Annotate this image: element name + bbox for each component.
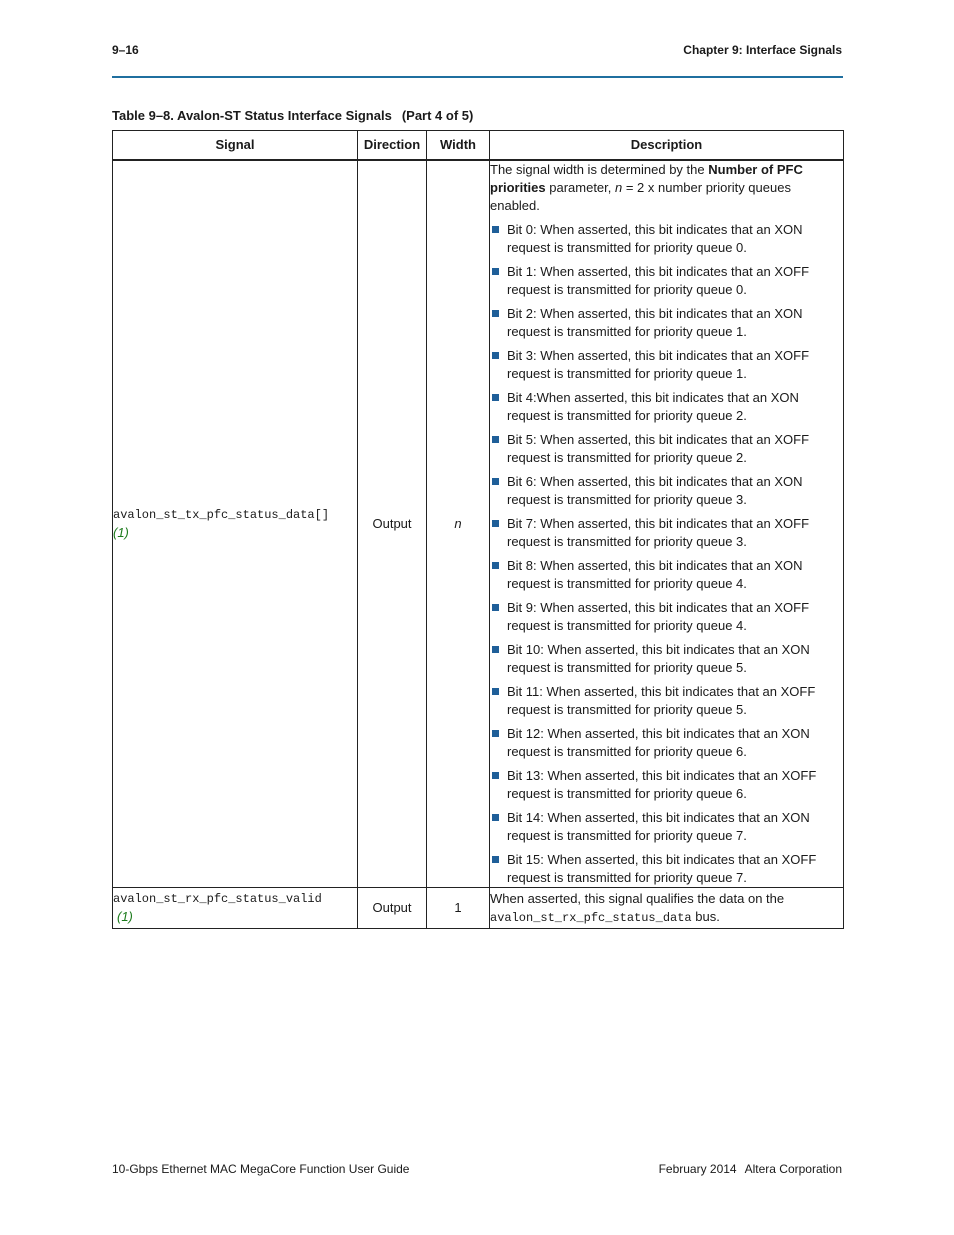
bit-description: Bit 10: When asserted, this bit indicates that an XON request is transmitted for priority queue 5. [507, 642, 810, 675]
column-header-description: Description [490, 131, 844, 161]
chapter-title: Chapter 9: Interface Signals [683, 43, 842, 57]
signal-cell [113, 888, 358, 929]
square-bullet-icon [492, 226, 499, 233]
bit-description: Bit 5: When asserted, this bit indicates that an XOFF request is transmitted for priority queue 2. [507, 432, 810, 465]
list-item [490, 221, 843, 257]
signal-cell [113, 160, 358, 888]
square-bullet-icon [492, 268, 499, 275]
bit-description: Bit 9: When asserted, this bit indicates that an XOFF request is transmitted for priority queue 4. [507, 600, 810, 633]
signal-name: avalon_st_rx_pfc_status_valid [113, 892, 322, 906]
intro-text: parameter, [545, 180, 615, 195]
square-bullet-icon [492, 856, 499, 863]
description-text: When asserted, this signal qualifies the data on the [490, 890, 785, 906]
footer-info [659, 1162, 842, 1176]
square-bullet-icon [492, 772, 499, 779]
list-item [490, 557, 843, 593]
signals-table [112, 130, 844, 929]
list-item [490, 851, 843, 887]
square-bullet-icon [492, 814, 499, 821]
list-item [490, 767, 843, 803]
column-header-signal: Signal [113, 131, 358, 161]
bit-description: Bit 15: When asserted, this bit indicates that an XOFF request is transmitted for priority queue 7. [507, 852, 817, 885]
bit-description: Bit 13: When asserted, this bit indicates that an XOFF request is transmitted for priority queue 6. [507, 768, 817, 801]
list-item [490, 347, 843, 383]
list-item [490, 431, 843, 467]
list-item [490, 641, 843, 677]
bit-description: Bit 3: When asserted, this bit indicates that an XOFF request is transmitted for priority queue 1. [507, 348, 810, 381]
list-item [490, 263, 843, 299]
bit-description: Bit 1: When asserted, this bit indicates that an XOFF request is transmitted for priority queue 0. [507, 264, 810, 297]
table-row [113, 160, 844, 888]
table-caption-title: Table 9–8. Avalon-ST Status Interface Signals [112, 108, 392, 123]
square-bullet-icon [492, 478, 499, 485]
square-bullet-icon [492, 436, 499, 443]
intro-text: The signal width is determined by the [490, 162, 709, 177]
intro-variable: n [615, 180, 623, 195]
square-bullet-icon [492, 730, 499, 737]
bit-description: Bit 11: When asserted, this bit indicates that an XOFF request is transmitted for priority queue 5. [507, 684, 816, 717]
list-item [490, 725, 843, 761]
list-item [490, 473, 843, 509]
square-bullet-icon [492, 394, 499, 401]
bit-description: Bit 12: When asserted, this bit indicates that an XON request is transmitted for priority queue 6. [507, 726, 810, 759]
list-item [490, 683, 843, 719]
intro-text: = 2 x number priority queues enabled. [490, 180, 791, 213]
width-cell: n [427, 160, 490, 888]
bit-description: Bit 4:When asserted, this bit indicates that an XON request is transmitted for priority queue 2. [507, 390, 799, 423]
description-cell [490, 888, 844, 929]
footer-org: Altera Corporation [744, 1162, 842, 1176]
description-intro [490, 161, 843, 215]
bit-description: Bit 2: When asserted, this bit indicates that an XON request is transmitted for priority queue 1. [507, 306, 803, 339]
bit-description: Bit 14: When asserted, this bit indicates that an XON request is transmitted for priority queue 7. [507, 810, 810, 843]
square-bullet-icon [492, 310, 499, 317]
bit-list [490, 221, 843, 887]
table-caption [112, 108, 473, 123]
signal-name: avalon_st_tx_pfc_status_data[] [113, 508, 330, 522]
bit-description: Bit 0: When asserted, this bit indicates that an XON request is transmitted for priority queue 0. [507, 222, 803, 255]
width-cell: 1 [427, 888, 490, 929]
footer-guide-title: 10-Gbps Ethernet MAC MegaCore Function User Guide [112, 1162, 410, 1176]
square-bullet-icon [492, 646, 499, 653]
direction-cell: Output [358, 160, 427, 888]
square-bullet-icon [492, 688, 499, 695]
square-bullet-icon [492, 352, 499, 359]
square-bullet-icon [492, 562, 499, 569]
header-rule [112, 76, 843, 78]
footer-date: February 2014 [658, 1162, 737, 1176]
table-header-row [113, 131, 844, 161]
bit-description: Bit 8: When asserted, this bit indicates that an XON request is transmitted for priority queue 4. [507, 558, 803, 591]
direction-cell: Output [358, 888, 427, 929]
description-text: bus. [691, 908, 720, 924]
table-caption-part: (Part 4 of 5) [401, 108, 474, 123]
footnote-link[interactable]: (1) [117, 909, 133, 924]
column-header-width: Width [427, 131, 490, 161]
table-row [113, 888, 844, 929]
description-cell [490, 160, 844, 888]
list-item [490, 515, 843, 551]
list-item [490, 305, 843, 341]
list-item [490, 809, 843, 845]
bit-description: Bit 6: When asserted, this bit indicates that an XON request is transmitted for priority queue 3. [507, 474, 803, 507]
bit-description: Bit 7: When asserted, this bit indicates that an XOFF request is transmitted for priority queue 3. [507, 516, 810, 549]
square-bullet-icon [492, 520, 499, 527]
square-bullet-icon [492, 604, 499, 611]
footnote-link[interactable]: (1) [113, 525, 129, 540]
description-signal-ref: avalon_st_rx_pfc_status_data [490, 910, 692, 925]
page-number: 9–16 [112, 43, 139, 57]
list-item [490, 599, 843, 635]
column-header-direction: Direction [358, 131, 427, 161]
list-item [490, 389, 843, 425]
intro-parameter-name: Number of PFC priorities [490, 162, 803, 195]
